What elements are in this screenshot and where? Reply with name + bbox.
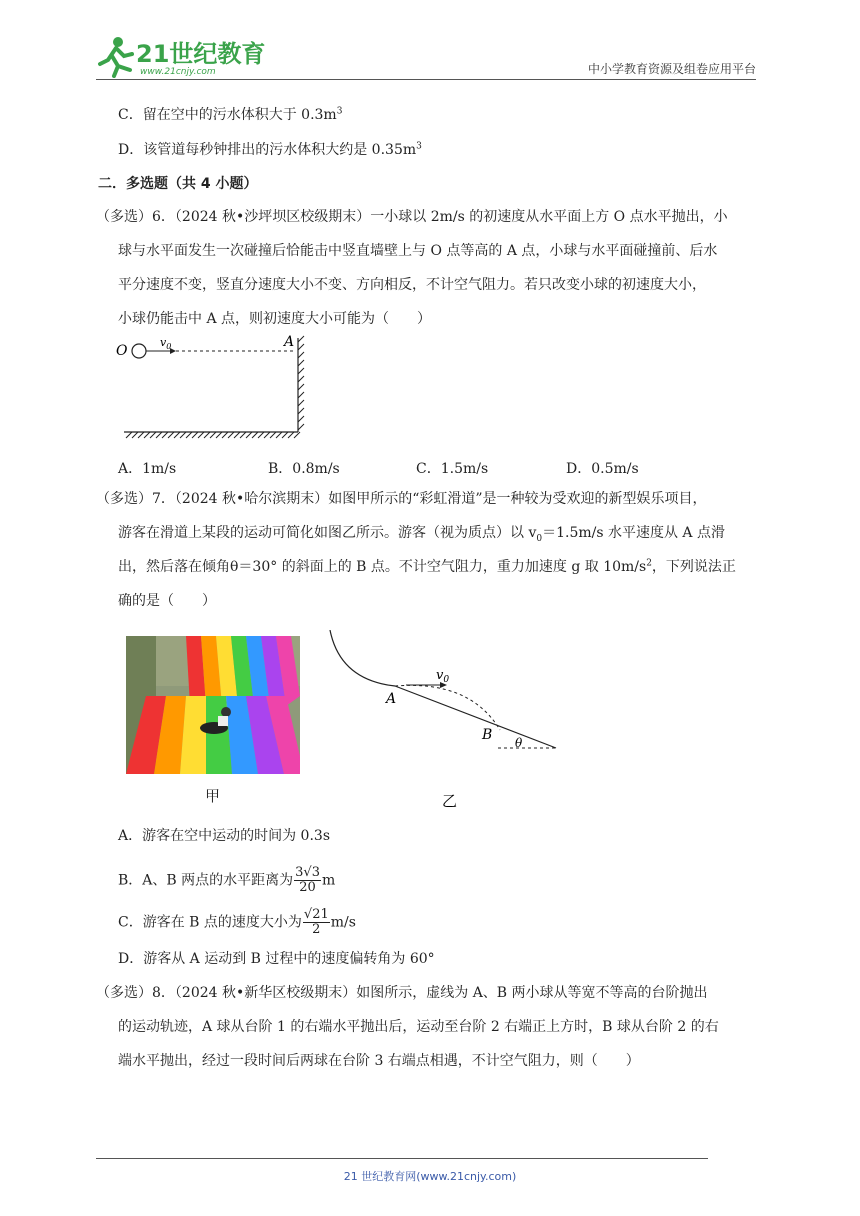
fig-label-yi: 乙 — [442, 792, 458, 810]
q6-line-3: 平分速度不变，竖直分速度大小不变、方向相反，不计空气阻力。若只改变小球的初速度大小， — [118, 277, 706, 293]
runner-icon — [100, 37, 132, 76]
q7-line-1: （多选）7．（2024 秋•哈尔滨期末）如图甲所示的“彩虹滑道”是一种较为受欢迎的新型娱乐项目， — [96, 491, 707, 507]
slope-diagram — [320, 630, 570, 815]
q7-option-b: B．A、B 两点的水平距离为 $\frac{3√3}{20}$ m — [118, 865, 336, 895]
q6-option-b: B．0.8m/s — [268, 461, 340, 477]
q7-line-3: 出，然后落在倾角θ＝30° 的斜面上的 B 点。不计空气阻力，重力加速度 g 取 $10m/s^2$，下列说法正 — [118, 558, 736, 575]
q6-option-a: A．1m/s — [118, 461, 177, 477]
section-title: 二．多选题（共 4 小题） — [98, 176, 258, 192]
q5-option-c: C．留在空中的污水体积大于 $0.3m^3$ — [118, 106, 343, 123]
q7-v0-label: $v_0$ — [436, 668, 450, 685]
svg-text:A: A — [284, 334, 295, 350]
q6-line-4: 小球仍能击中 A 点，则初速度大小可能为（ ） — [118, 311, 432, 327]
q6-option-d: D．0.5m/s — [566, 461, 639, 477]
logo-text: 21世纪教育 — [136, 40, 266, 68]
q6-figure — [112, 330, 312, 445]
svg-text:B: B — [482, 727, 493, 743]
q7-option-d: D．游客从 A 运动到 B 过程中的速度偏转角为 60° — [118, 951, 435, 967]
logo-url: www.21cnjy.com — [140, 67, 216, 77]
q7-option-a: A．游客在空中运动的时间为 0.3s — [118, 828, 331, 844]
q8-line-2: 的运动轨迹，A 球从台阶 1 的右端水平抛出后，运动至台阶 2 右端正上方时，B 球从台阶 2 的右 — [118, 1019, 719, 1035]
svg-text:O: O — [116, 343, 128, 359]
svg-text:A: A — [386, 691, 397, 707]
q5-option-d: D．该管道每秒钟排出的污水体积大约是 $0.35m^3$ — [118, 141, 422, 158]
q6-line-2: 球与水平面发生一次碰撞后恰能击中竖直墙壁上与 O 点等高的 A 点，小球与水平面碰撞前、后水 — [118, 243, 718, 259]
svg-text:θ: θ — [515, 736, 523, 750]
q7-line-4: 确的是（ ） — [118, 593, 216, 609]
header-divider — [96, 79, 756, 80]
q7-line-2: 游客在滑道上某段的运动可简化如图乙所示。游客（视为质点）以 $v_0=1.5m/s$ 水平速度从 A 点滑 — [118, 525, 725, 544]
q8-line-3: 端水平抛出，经过一段时间后两球在台阶 3 右端点相遇，不计空气阻力，则（ ） — [118, 1053, 640, 1069]
footer-divider — [96, 1158, 708, 1159]
site-logo — [96, 34, 266, 78]
q8-line-1: （多选）8．（2024 秋•新华区校级期末）如图所示，虚线为 A、B 两小球从等宽不等高的台阶抛出 — [96, 985, 708, 1001]
platform-name: 中小学教育资源及组卷应用平台 — [587, 62, 756, 76]
q7-option-c: C．游客在 B 点的速度大小为 $\frac{√21}{2}$ m/s — [118, 907, 356, 937]
q6-option-c: C．1.5m/s — [416, 461, 489, 477]
rainbow-slide-photo — [126, 636, 300, 774]
footer-text: 21 世纪教育网(www.21cnjy.com) — [343, 1170, 517, 1183]
fig-label-jia: 甲 — [205, 787, 221, 805]
q6-v0-label: $v_0$ — [160, 336, 172, 351]
q6-line-1: （多选）6．（2024 秋•沙坪坝区校级期末）一小球以 2m/s 的初速度从水平面上方 O 点水平抛出，小 — [96, 209, 728, 225]
